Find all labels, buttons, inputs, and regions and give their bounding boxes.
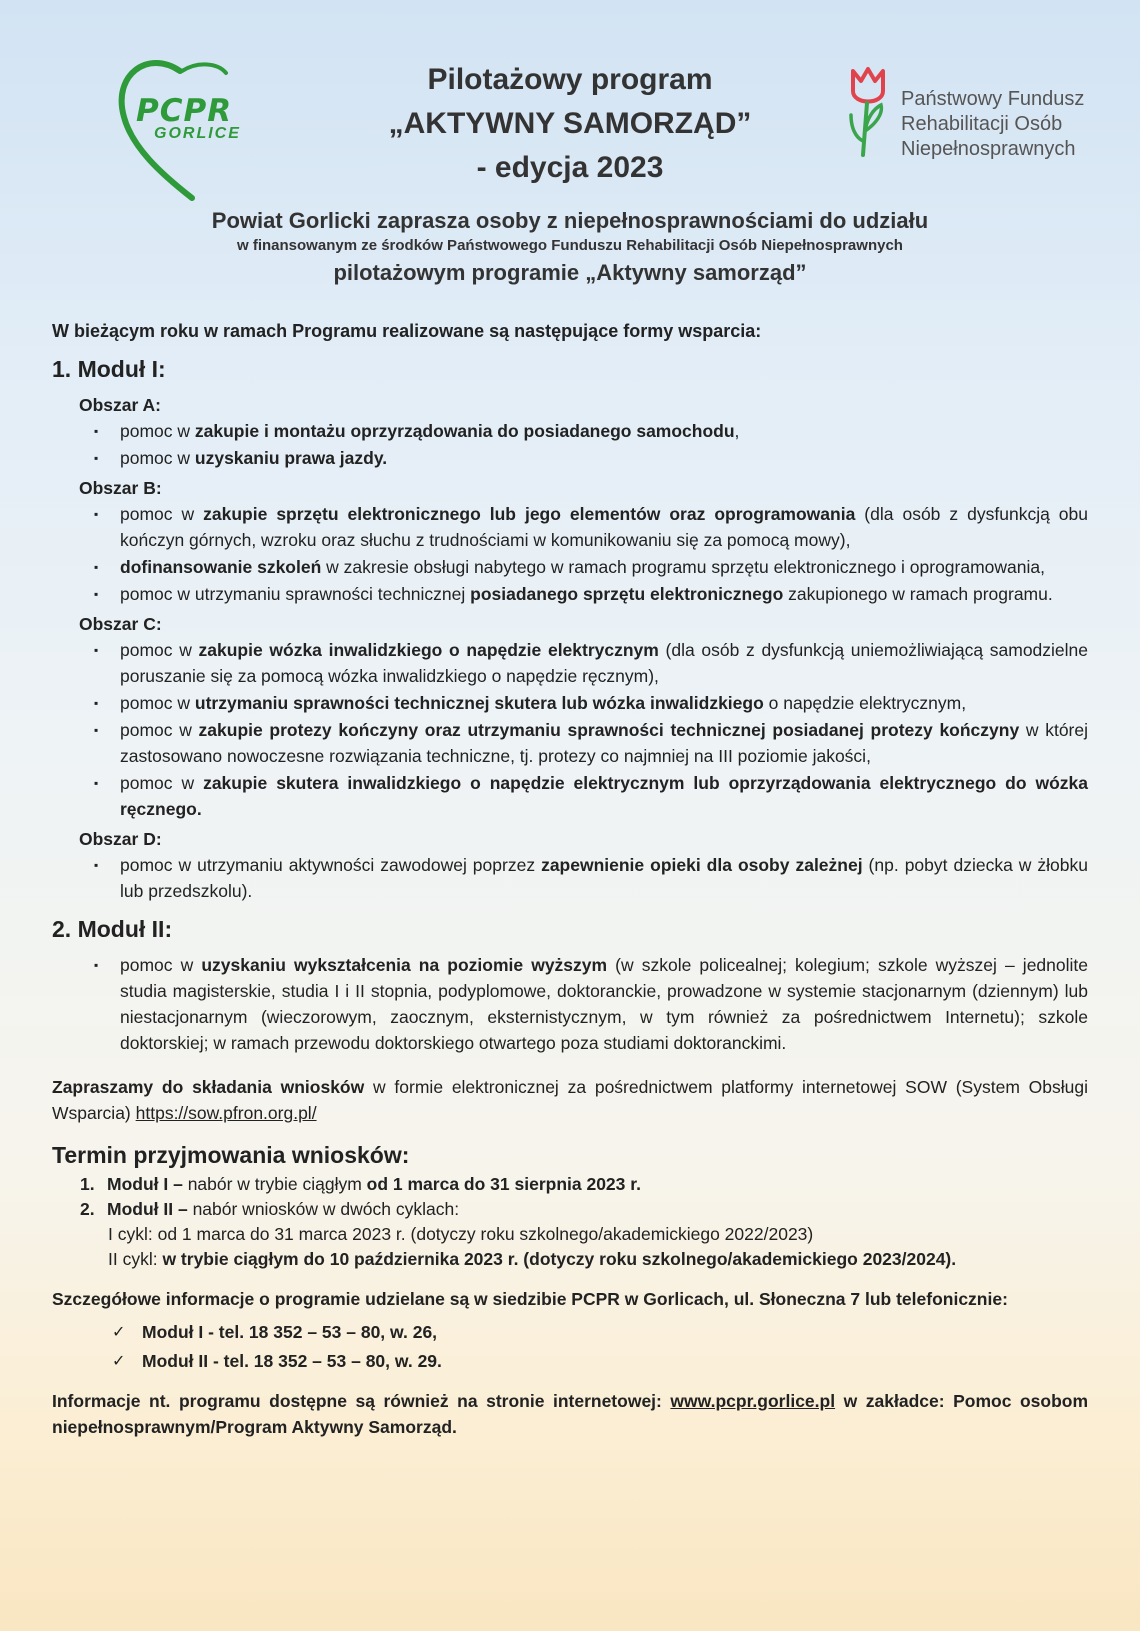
area-b-heading: Obszar B:: [79, 478, 162, 498]
pcpr-website-link[interactable]: www.pcpr.gorlice.pl: [670, 1391, 836, 1411]
tulip-icon: [843, 65, 893, 161]
phone-list: [142, 1318, 1088, 1376]
pcpr-logo-text: PCPR: [136, 93, 233, 129]
list-item: ▪ pomoc w utrzymaniu aktywności zawodowej poprzez zapewnienie opieki dla osoby zależnej (np. pobyt dziecka w żłobku lub przedszkolu).: [120, 852, 1088, 904]
deadline-list: [80, 1172, 1088, 1222]
cycle-2-line: II cykl: w trybie ciągłym do 10 października 2023 r. (dotyczy roku szkolnego/akademickiego 2023/2024).: [108, 1249, 957, 1269]
list-item: 2. Moduł II – nabór wniosków w dwóch cyklach:: [80, 1199, 460, 1219]
list-item: ▪ pomoc w zakupie protezy kończyny oraz utrzymaniu sprawności technicznej posiadanej protezy kończyny w której zastosowano nowoczesne rozwiązania techniczne, tj. protezy co najmniej na III poziomie jakości,: [120, 717, 1088, 769]
invitation: [0, 207, 1140, 289]
area-c-heading: Obszar C:: [79, 614, 162, 634]
pfron-name-line: Państwowy Fundusz: [901, 88, 1085, 110]
pcpr-logo: [118, 55, 248, 205]
cycle-1-line: I cykl: od 1 marca do 31 marca 2023 r. (dotyczy roku szkolnego/akademickiego 2022/2023): [108, 1224, 814, 1244]
area-a-list: [120, 418, 1088, 471]
list-item: ▪ pomoc w zakupie wózka inwalidzkiego o napędzie elektrycznym (dla osób z dysfunkcją uniemożliwiającą samodzielne poruszanie się za pomocą wózka inwalidzkiego o napędzie ręcznym),: [120, 637, 1088, 689]
invitation-line-2: w finansowanym ze środków Państwowego Funduszu Rehabilitacji Osób Niepełnosprawnych: [237, 237, 903, 254]
invitation-line-3: pilotażowym programie „Aktywny samorząd”: [333, 260, 807, 285]
area-d-heading: Obszar D:: [79, 829, 162, 849]
main-content: [52, 318, 1088, 1440]
pcpr-logo-subtext: GORLICE: [154, 125, 241, 142]
pfron-name: [901, 87, 1084, 162]
list-item: ▪ pomoc w zakupie skutera inwalidzkiego o napędzie elektrycznym lub oprzyrządowania elektrycznego do wózka ręcznego.: [120, 770, 1088, 822]
invitation-line-1: Powiat Gorlicki zaprasza osoby z niepełnosprawnościami do udziału: [211, 208, 929, 233]
list-item: ▪ pomoc w uzyskaniu prawa jazdy.: [120, 445, 1088, 471]
pfron-name-line: Rehabilitacji Osób: [901, 113, 1063, 135]
module-1-heading: 1. Moduł I:: [52, 356, 166, 382]
area-a-heading: Obszar A:: [79, 395, 162, 415]
contact-details: Szczegółowe informacje o programie udzielane są w siedzibie PCPR w Gorlicach, ul. Słoneczna 7 lub telefonicznie:: [52, 1289, 1008, 1309]
intro-text: W bieżącym roku w ramach Programu realizowane są następujące formy wsparcia:: [52, 321, 762, 341]
list-item: ▪ pomoc w utrzymaniu sprawności technicznej posiadanego sprzętu elektronicznego zakupionego w ramach programu.: [120, 581, 1088, 607]
list-item: ▪ pomoc w uzyskaniu wykształcenia na poziomie wyższym (w szkole policealnej; kolegium; szkole wyższej – jednolite studia magisterskie, studia I i II stopnia, podyplomowe, doktoranckie, prowadzone w systemie stacjonarnym (dziennym) lub niestacjonarnym (wieczorowym, zaocznym, eksternistycznym, w tym również za pośrednictwem Internetu); szkole doktorskiej; w ramach przewodu doktorskiego otwartego poza studiami doktoranckimi.: [120, 952, 1088, 1056]
list-item: ▪ pomoc w utrzymaniu sprawności technicznej skutera lub wózka inwalidzkiego o napędzie elektrycznym,: [120, 690, 1088, 716]
website-info: Informacje nt. programu dostępne są również na stronie internetowej: www.pcpr.gorlice.pl w zakładce: Pomoc osobom niepełnosprawnym/Program Aktywny Samorząd.: [52, 1391, 1089, 1437]
phone-item: ✓ Moduł II - tel. 18 352 – 53 – 80, w. 29.: [142, 1347, 1088, 1376]
list-item: ▪ dofinansowanie szkoleń w zakresie obsługi nabytego w ramach programu sprzętu elektronicznego i oprogramowania,: [120, 554, 1088, 580]
list-item: ▪ pomoc w zakupie sprzętu elektronicznego lub jego elementów oraz oprogramowania (dla osób z dysfunkcją obu kończyn górnych, wzroku oraz słuchu z trudnościami w komunikowaniu się za pomocą mowy),: [120, 501, 1088, 553]
list-item: ▪ pomoc w zakupie i montażu oprzyrządowania do posiadanego samochodu,: [120, 418, 1088, 444]
pfron-logo: [843, 65, 1123, 165]
area-c-list: [120, 637, 1088, 822]
phone-item: ✓ Moduł I - tel. 18 352 – 53 – 80, w. 26,: [142, 1318, 1088, 1347]
deadline-heading: Termin przyjmowania wniosków:: [52, 1142, 410, 1168]
page-title: [300, 58, 840, 190]
sow-link[interactable]: https://sow.pfron.org.pl/: [135, 1103, 317, 1123]
area-b-list: [120, 501, 1088, 607]
module-2-list: [120, 952, 1088, 1056]
title-line-1: Pilotażowy program: [427, 63, 713, 96]
list-item: 1. Moduł I – nabór w trybie ciągłym od 1 marca do 31 sierpnia 2023 r.: [80, 1174, 641, 1194]
pfron-name-line: Niepełnosprawnych: [901, 138, 1076, 160]
title-line-2: „AKTYWNY SAMORZĄD”: [388, 107, 752, 140]
area-d-list: [120, 852, 1088, 904]
apply-paragraph: Zapraszamy do składania wniosków w formie elektronicznej za pośrednictwem platformy internetowej SOW (System Obsługi Wsparcia) https://sow.pfron.org.pl/: [52, 1077, 1088, 1123]
module-2-heading: 2. Moduł II:: [52, 916, 173, 942]
title-line-3: - edycja 2023: [476, 151, 664, 184]
